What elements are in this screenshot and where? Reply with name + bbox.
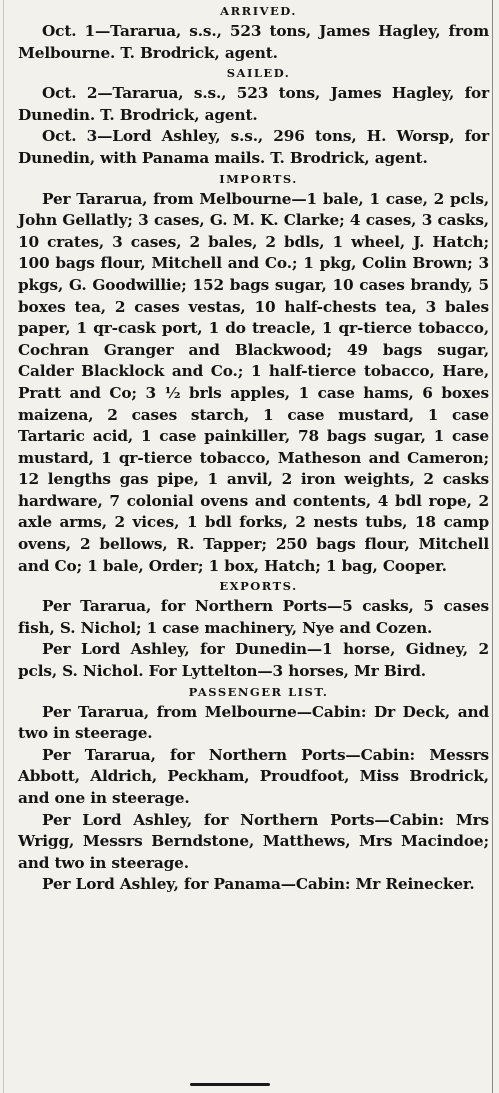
imports-entry: Per Tararua, from Melbourne—1 bale, 1 case, 2 pcls, John Gellatly; 3 cases, G. M. K. Clarke; 4 cases, 3 casks, 10 crates, 3 cases, 2 bales, 2 bdls, 1 wheel, J. Hatch; 100 bags flour, Mitchell and Co.; 1 pkg, Colin Brown; 3 pkgs, G. Goodwillie; 152 bags sugar, 10 cases brandy, 5 boxes tea, 2 cases vestas, 10 half-chests tea, 3 bales paper, 1 qr-cask port, 1 do treacle, 1 qr-tierce tobacco, Cochran Granger and Blackwood; 49 bags sugar, Calder Blacklock and Co.; 1 half-tierce tobacco, Hare, Pratt and Co; 3 ½ brls apples, 1 case hams, 6 boxes maizena, 2 cases starch, 1 case mustard, 1 case Tartaric acid, 1 case painkiller, 78 bags sugar, 1 case mustard, 1 qr-tierce tobacco, Matheson and Cameron; 12 lengths gas pipe, 1 anvil, 2 iron weights, 2 casks hardware, 7 colonial ovens and contents, 4 bdl rope, 2 axle arms, 2 vices, 1 bdl forks, 2 nests tubs, 18 camp ovens, 2 bellows, R. Tapper; 250 bags flour, Mitchell and Co; 1 bale, Order; 1 box, Hatch; 1 bag, Cooper. [18, 189, 489, 575]
arrived-heading: ARRIVED. [220, 4, 297, 18]
exports-entry: Per Lord Ashley, for Dunedin—1 horse, Gidney, 2 pcls, S. Nichol. For Lyttelton—3 horses, Mr Bird. [18, 640, 489, 681]
passenger-entry: Per Tararua, for Northern Ports—Cabin: Messrs Abbott, Aldrich, Peckham, Proudfoot, Miss Brodrick, and one in steerage. [18, 745, 489, 807]
end-rule-divider [190, 1083, 270, 1086]
exports-heading: EXPORTS. [219, 579, 298, 594]
passenger-entry: Per Lord Ashley, for Northern Ports—Cabin: Mrs Wrigg, Messrs Berndstone, Matthews, Mrs Macindoe; and two in steerage. [18, 810, 489, 872]
shipping-column [18, 2, 489, 896]
column-rule-right [492, 0, 493, 1093]
passenger-list-heading: PASSENGER LIST. [188, 684, 329, 699]
page-edge-left [3, 0, 4, 1093]
arrived-entry: Oct. 1—Tararua, s.s., 523 tons, James Hagley, from Melbourne. T. Brodrick, agent. [18, 22, 489, 62]
sailed-entry: Oct. 3—Lord Ashley, s.s., 296 tons, H. Worsp, for Dunedin, with Panama mails. T. Brodrick, agent. [18, 127, 489, 167]
passenger-entry: Per Lord Ashley, for Panama—Cabin: Mr Reinecker. [42, 875, 475, 894]
exports-entry: Per Tararua, for Northern Ports—5 casks, 5 cases fish, S. Nichol; 1 case machinery, Nye and Cozen. [18, 597, 489, 637]
sailed-heading: SAILED. [226, 66, 291, 81]
sailed-entry: Oct. 2—Tararua, s.s., 523 tons, James Hagley, for Dunedin. T. Brodrick, agent. [18, 84, 489, 124]
passenger-entry: Per Tararua, from Melbourne—Cabin: Dr Deck, and two in steerage. [18, 702, 489, 743]
imports-heading: IMPORTS. [219, 171, 298, 186]
